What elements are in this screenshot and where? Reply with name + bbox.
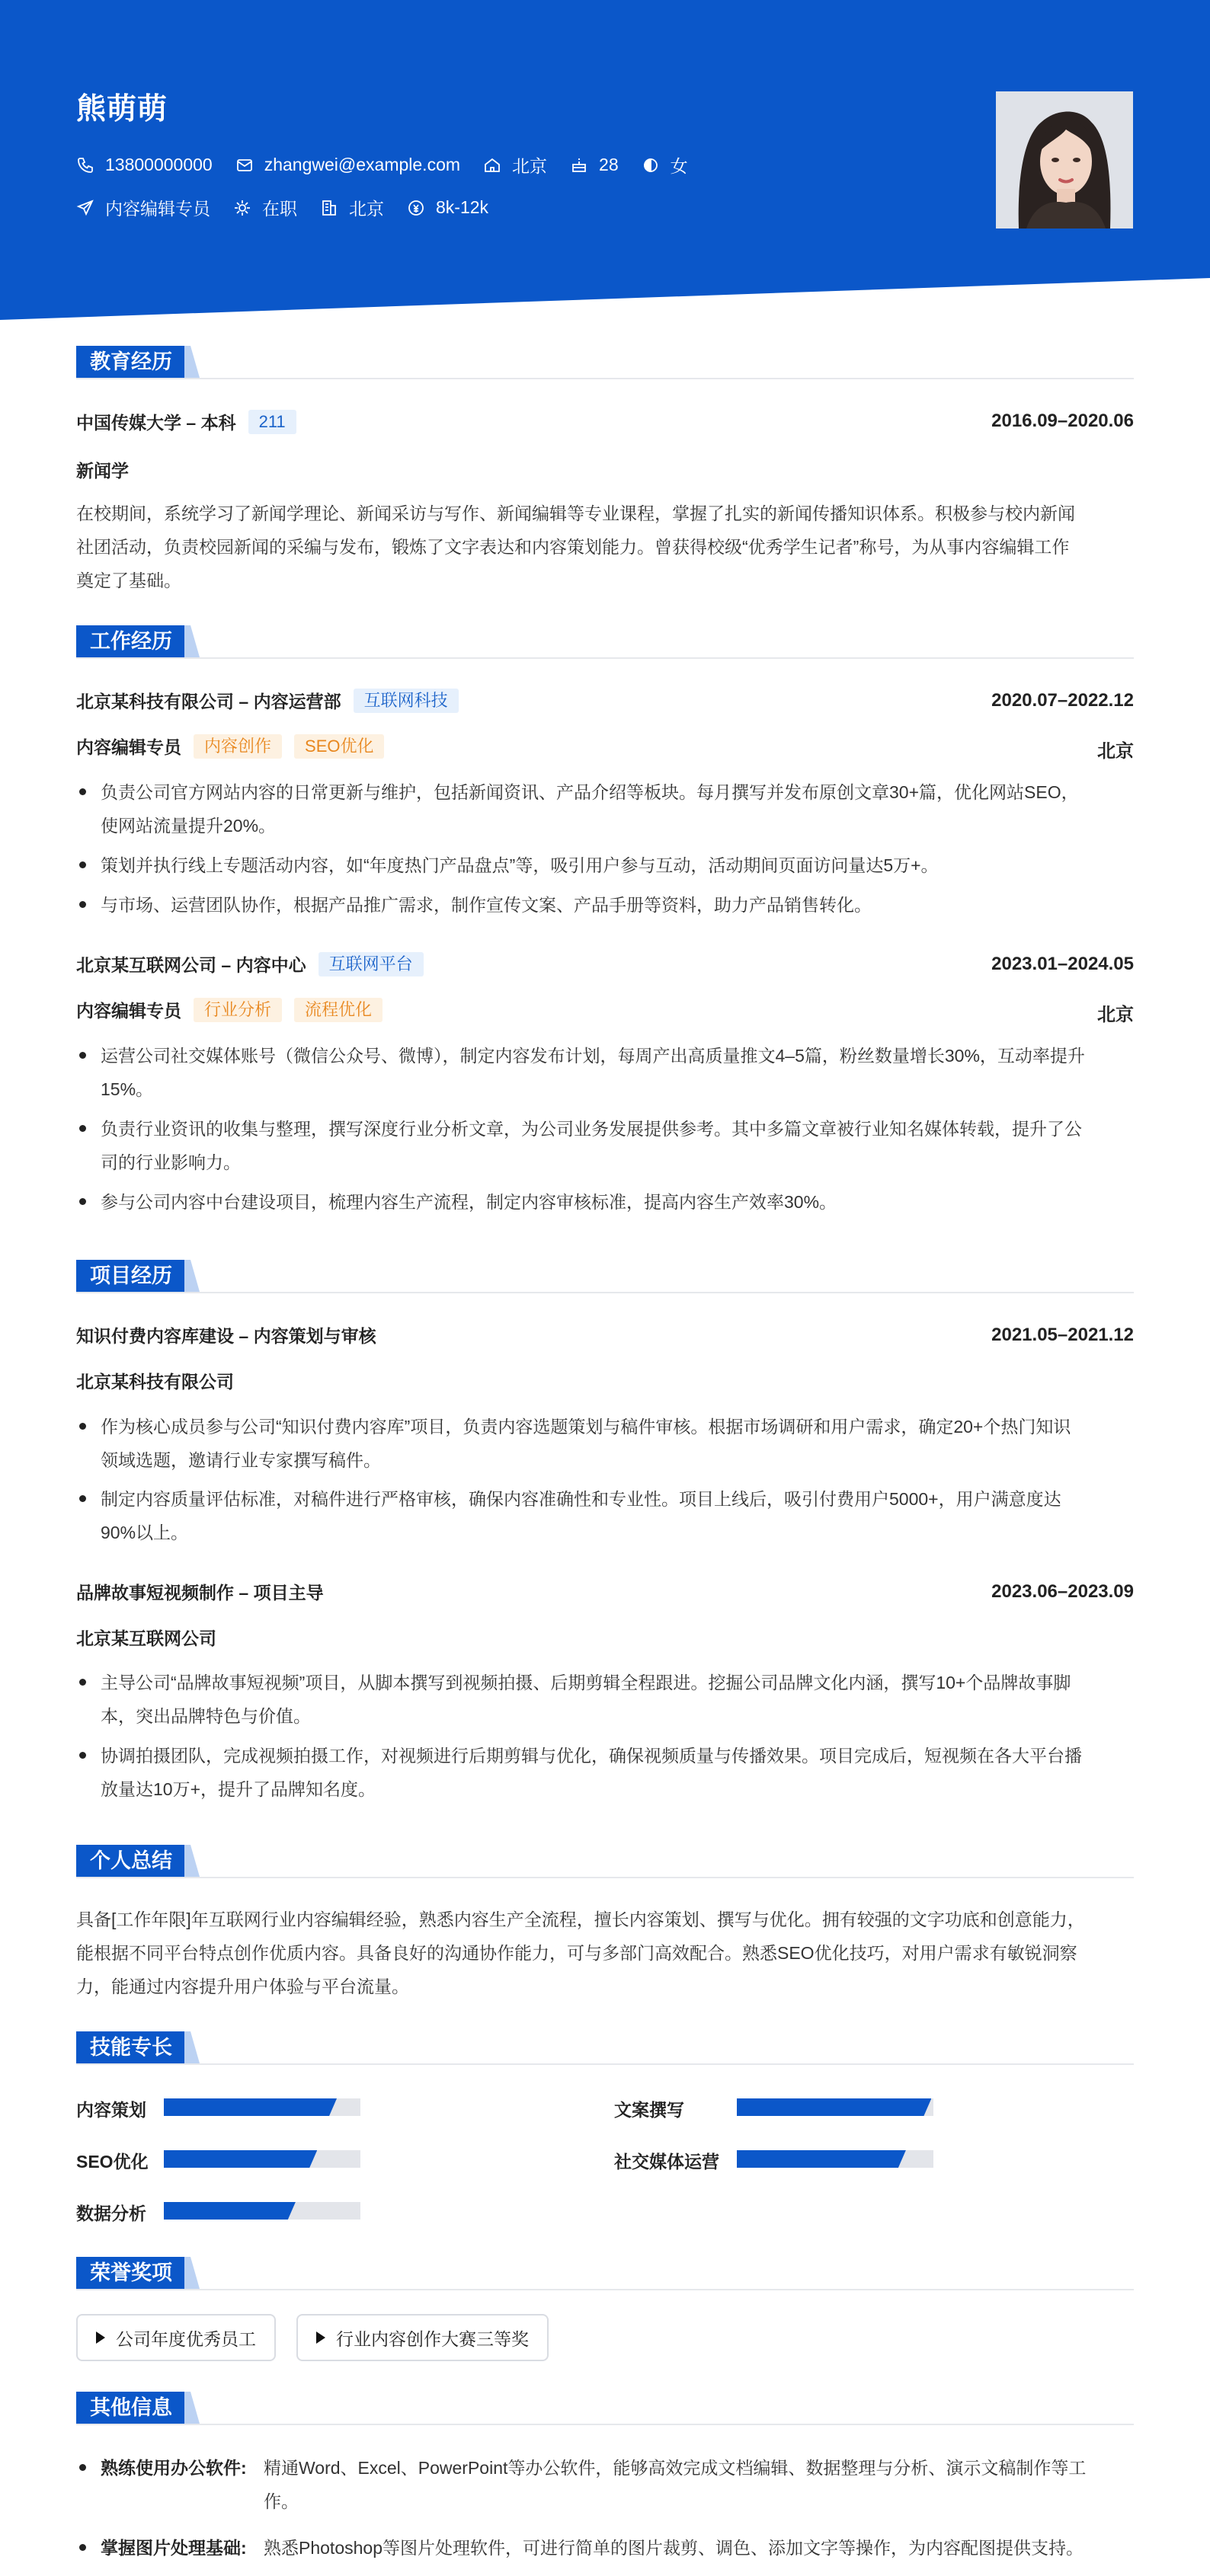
skill-tag: 流程优化 [294,998,383,1022]
other-item [76,2451,1134,2518]
section-title-tail [184,625,200,657]
other-item-key: 熟练使用办公软件: [101,2458,247,2478]
list-item [76,1112,1134,1179]
home-icon [483,156,501,174]
list-item [76,1666,1134,1733]
skill-name: 内容策划 [76,2100,146,2120]
skill-name: 社交媒体运营 [614,2152,719,2172]
text-line: 熟悉Photoshop等图片处理软件，可进行简单的图片裁剪、调色、添加文字等操作，为内容配图提供支持。 [264,2538,1084,2558]
list-item [76,1039,1134,1106]
project-date: 2023.06–2023.09 [991,1581,1134,1602]
skill-tag: SEO优化 [294,734,384,759]
skill-bar-fill [164,2150,317,2168]
text-line: 负责行业资讯的收集与整理，撰写深度行业分析文章，为公司业务发展提供参考。其中多篇文章被行业知名媒体转载，提升了公 [101,1119,1082,1139]
status-icon [233,199,251,217]
award-label: 公司年度优秀员工 [116,2328,256,2349]
status-item [233,195,297,220]
text-line: 制定内容质量评估标准，对稿件进行严格审核，确保内容准确性和专业性。项目上线后，吸引付费用户5000+，用户满意度达 [101,1489,1061,1509]
school-tag: 211 [248,410,296,434]
summary-text [76,1903,1134,2003]
list-item [76,775,1134,842]
text-line: 15%。 [101,1079,154,1099]
text-line: 作。 [264,2491,299,2511]
section-title-tail [184,2031,200,2063]
skill-bar-fill [737,2150,906,2168]
text-line: 本，突出品牌特色与价值。 [101,1706,311,1726]
text-line: 具备[工作年限]年互联网行业内容编辑经验，熟悉内容生产全流程，擅长内容策划、撰写与优化。拥有较强的文字功底和创意能力， [76,1910,1085,1929]
text-line: 社团活动，负责校园新闻的采编与发布，锻炼了文字表达和内容策划能力。曾获得校级“优秀学生记者”称号，为从事内容编辑工作 [76,537,1070,557]
skill-name: SEO优化 [76,2152,149,2172]
section-title: 个人总结 [76,1845,186,1877]
job-title-item [76,195,210,220]
section-title-tail [184,346,200,378]
text-line: 作为核心成员参与公司“知识付费内容库”项目，负责内容选题策划与稿件审核。根据市场调研和用户需求，确定20+个热门知识 [101,1417,1071,1437]
text-line: 主导公司“品牌故事短视频”项目，从脚本撰写到视频拍摄、后期剪辑全程跟进。挖掘公司品牌文化内涵，撰写10+个品牌故事脚 [101,1673,1071,1692]
city-item [483,152,547,177]
portrait-illustration [996,91,1133,229]
text-line: 在校期间，系统学习了新闻学理论、新闻采访与写作、新闻编辑等专业课程，掌握了扎实的新闻传播知识体系。积极参与校内新闻 [76,503,1075,523]
salary-item [407,197,488,218]
job-role-row [76,733,384,759]
skill-name: 文案撰写 [614,2100,684,2120]
section-title: 荣誉奖项 [76,2257,186,2289]
mail-icon [235,156,254,174]
text-line: 运营公司社交媒体账号（微信公众号、微博），制定内容发布计划，每周产出高质量推文4–5篇，粉丝数量增长30%，互动率提升 [101,1046,1085,1066]
school-name: 中国传媒大学 – 本科 [76,413,236,433]
section-work-header [76,625,1134,659]
list-item [76,1410,1134,1477]
project-company: 北京某互联网公司 [76,1628,216,1648]
education-date: 2016.09–2020.06 [991,411,1134,431]
job-location: 北京 [1097,741,1134,762]
other-item-key: 掌握图片处理基础: [101,2538,247,2558]
gender-item [642,152,688,177]
skill-bar-fill [164,2202,296,2220]
email-value: zhangwei@example.com [264,155,461,174]
company-name: 北京某科技有限公司 – 内容运营部 [76,692,341,711]
award-label: 行业内容创作大赛三等奖 [336,2328,529,2349]
job-role: 内容编辑专员 [76,1001,181,1021]
job-title-value: 内容编辑专员 [105,199,210,219]
status-value: 在职 [262,199,297,219]
other-item [76,2531,1134,2565]
skill-bar [164,2150,360,2168]
target-city-item [320,195,384,220]
skill-bar-fill [164,2098,337,2116]
salary-value: 8k-12k [436,197,489,217]
section-title: 技能专长 [76,2031,186,2063]
skill-tag: 行业分析 [194,998,282,1022]
play-arrow-icon [316,2332,325,2344]
resume-header [0,0,1210,328]
section-other-header [76,2392,1134,2425]
building-icon [320,199,338,217]
section-title: 其他信息 [76,2392,186,2424]
section-skills-header [76,2031,1134,2065]
text-line: 能根据不同平台特点创作优质内容。具备良好的沟通协作能力，可与多部门高效配合。熟悉SEO优化技巧，对用户需求有敏锐洞察 [76,1943,1077,1963]
list-item [76,1482,1134,1549]
text-line: 策划并执行线上专题活动内容，如“年度热门产品盘点”等，吸引用户参与互动，活动期间页面访问量达5万+。 [101,855,939,875]
industry-tag: 互联网科技 [354,689,459,713]
text-line: 司的行业影响力。 [101,1152,241,1172]
section-title: 工作经历 [76,625,186,657]
phone-icon [76,156,94,174]
skill-bar [737,2098,933,2116]
job-company-row [76,688,459,713]
education-school-row [76,409,296,434]
cake-icon [570,156,588,174]
job-date: 2023.01–2024.05 [991,954,1134,974]
education-description [76,497,1134,597]
award-item [296,2314,549,2361]
section-awards-header [76,2257,1134,2290]
gender-icon [642,156,660,174]
gender-value: 女 [670,156,688,176]
project-name: 知识付费内容库建设 – 内容策划与审核 [76,1326,376,1346]
text-line: 奠定了基础。 [76,570,181,590]
project-date: 2021.05–2021.12 [991,1325,1134,1345]
job-location: 北京 [1097,1005,1134,1025]
job-date: 2020.07–2022.12 [991,690,1134,711]
job-role-row [76,997,383,1022]
job-company-row [76,951,424,976]
list-item [76,849,1134,882]
education-major: 新闻学 [76,461,129,481]
section-title: 教育经历 [76,346,186,378]
age-value: 28 [599,155,619,174]
target-city-value: 北京 [349,199,384,219]
project-company: 北京某科技有限公司 [76,1372,234,1392]
project-name: 品牌故事短视频制作 – 项目主导 [76,1583,324,1603]
skill-name: 数据分析 [76,2204,146,2223]
section-summary-header [76,1845,1134,1878]
text-line: 力，能通过内容提升用户体验与平台流量。 [76,1977,409,1996]
age-item [570,155,619,175]
job-intent-row [76,195,511,220]
text-line: 领域选题，邀请行业专家撰写稿件。 [101,1450,381,1470]
section-title-tail [184,2392,200,2424]
city-value: 北京 [512,156,548,176]
text-line: 使网站流量提升20%。 [101,816,277,836]
text-line: 90%以上。 [101,1523,189,1542]
text-line: 与市场、运营团队协作，根据产品推广需求，制作宣传文案、产品手册等资料，助力产品销售转化。 [101,895,872,915]
section-title: 项目经历 [76,1260,186,1292]
contact-row [76,152,711,177]
section-title-tail [184,2257,200,2289]
phone-value: 13800000000 [105,155,213,174]
text-line: 参与公司内容中台建设项目，梳理内容生产流程，制定内容审核标准，提高内容生产效率30%。 [101,1192,837,1212]
list-item [76,1185,1134,1219]
text-line: 放量达10万+，提升了品牌知名度。 [101,1779,376,1799]
job-role: 内容编辑专员 [76,737,181,757]
award-item [76,2314,276,2361]
text-line: 协调拍摄团队，完成视频拍摄工作，对视频进行后期剪辑与优化，确保视频质量与传播效果。项目完成后，短视频在各大平台播 [101,1746,1082,1766]
skill-tag: 内容创作 [194,734,282,759]
email-item [235,155,460,175]
skill-bar [164,2202,360,2220]
text-line: 精通Word、Excel、PowerPoint等办公软件，能够高效完成文档编辑、数据整理与分析、演示文稿制作等工 [264,2458,1087,2478]
section-title-tail [184,1260,200,1292]
skill-bar [737,2150,933,2168]
list-item [76,1739,1134,1806]
list-item [76,888,1134,922]
company-name: 北京某互联网公司 – 内容中心 [76,955,306,975]
section-education-header [76,346,1134,379]
skill-bar [164,2098,360,2116]
section-projects-header [76,1260,1134,1293]
text-line: 负责公司官方网站内容的日常更新与维护，包括新闻资讯、产品介绍等板块。每月撰写并发布原创文章30+篇，优化网站SEO， [101,782,1079,802]
phone-item [76,155,213,175]
section-title-tail [184,1845,200,1877]
candidate-name: 熊萌萌 [76,93,168,126]
skill-bar-fill [737,2098,931,2116]
profile-photo [996,91,1133,229]
money-icon [407,199,425,217]
industry-tag: 互联网平台 [319,952,424,976]
play-arrow-icon [96,2332,105,2344]
send-icon [76,199,94,217]
